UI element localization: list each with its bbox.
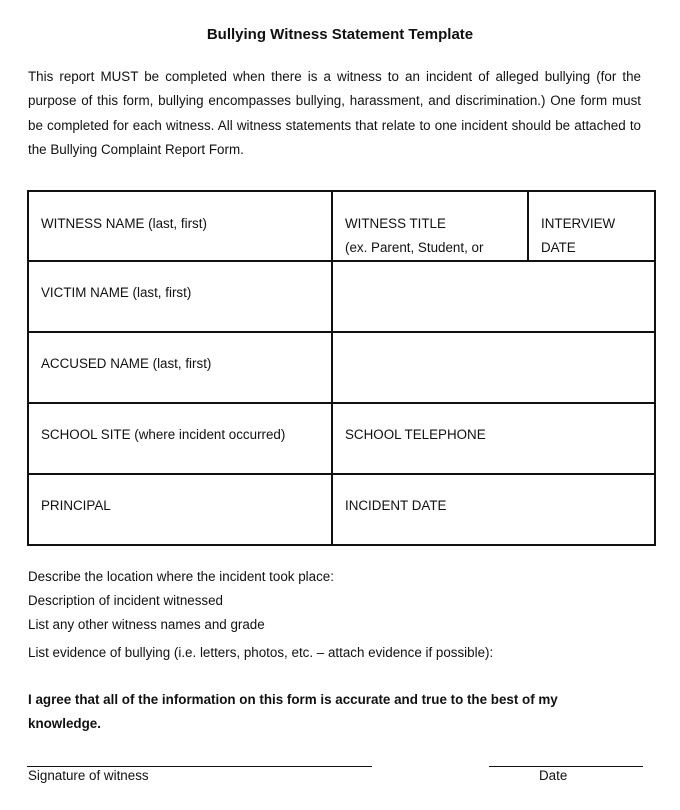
witness-title-cell[interactable]: [332, 191, 528, 261]
school-site-cell[interactable]: [28, 403, 332, 474]
document-title: Bullying Witness Statement Template: [206, 26, 474, 43]
table-row: [28, 332, 655, 403]
table-row: [28, 191, 655, 261]
witness-name-label: WITNESS NAME (last, first): [41, 216, 207, 231]
accused-name-field[interactable]: [332, 332, 655, 403]
witness-title-label: WITNESS TITLE: [345, 216, 446, 231]
date-signature-label: Date: [539, 768, 568, 783]
table-row: [28, 474, 655, 545]
table-row: [28, 261, 655, 332]
school-telephone-label: SCHOOL TELEPHONE: [345, 427, 486, 442]
victim-name-label: VICTIM NAME (last, first): [41, 285, 192, 300]
incident-description-prompt: Description of incident witnessed: [28, 593, 224, 608]
accused-name-label-cell: [28, 332, 332, 403]
witness-name-cell[interactable]: [28, 191, 332, 261]
witness-title-hint: (ex. Parent, Student, or: [345, 240, 484, 255]
incident-date-cell[interactable]: [332, 474, 655, 545]
intro-paragraph: This report MUST be completed when there is a witness to an incident of alleged bullying (for the purpose of this form, bullying encompasses bullying, harassment, and discrimination.) One form must be completed for each witness. All witness statements that relate to one incident should be attached to the Bullying Complaint Report Form.: [28, 69, 641, 157]
victim-name-label-cell: [28, 261, 332, 332]
witness-signature-label: Signature of witness: [28, 768, 149, 783]
table-row: [28, 403, 655, 474]
evidence-prompt: List evidence of bullying (i.e. letters, photos, etc. – attach evidence if possible):: [28, 645, 494, 660]
interview-date-cell[interactable]: [528, 191, 655, 261]
other-witnesses-prompt: List any other witness names and grade: [28, 617, 265, 632]
location-prompt: Describe the location where the incident took place:: [28, 569, 334, 584]
school-telephone-cell[interactable]: [332, 403, 655, 474]
principal-label: PRINCIPAL: [41, 498, 111, 513]
incident-date-label: INCIDENT DATE: [345, 498, 447, 513]
agreement-statement: I agree that all of the information on this form is accurate and true to the best of my knowledge.: [28, 692, 558, 731]
witness-info-table: [27, 190, 656, 546]
accused-name-label: ACCUSED NAME (last, first): [41, 356, 212, 371]
interview-date-label-line2: DATE: [541, 240, 576, 255]
description-prompts: [28, 565, 493, 665]
school-site-label: SCHOOL SITE (where incident occurred): [41, 427, 286, 442]
interview-date-label-line1: INTERVIEW: [541, 216, 616, 231]
principal-cell[interactable]: [28, 474, 332, 545]
victim-name-field[interactable]: [332, 261, 655, 332]
